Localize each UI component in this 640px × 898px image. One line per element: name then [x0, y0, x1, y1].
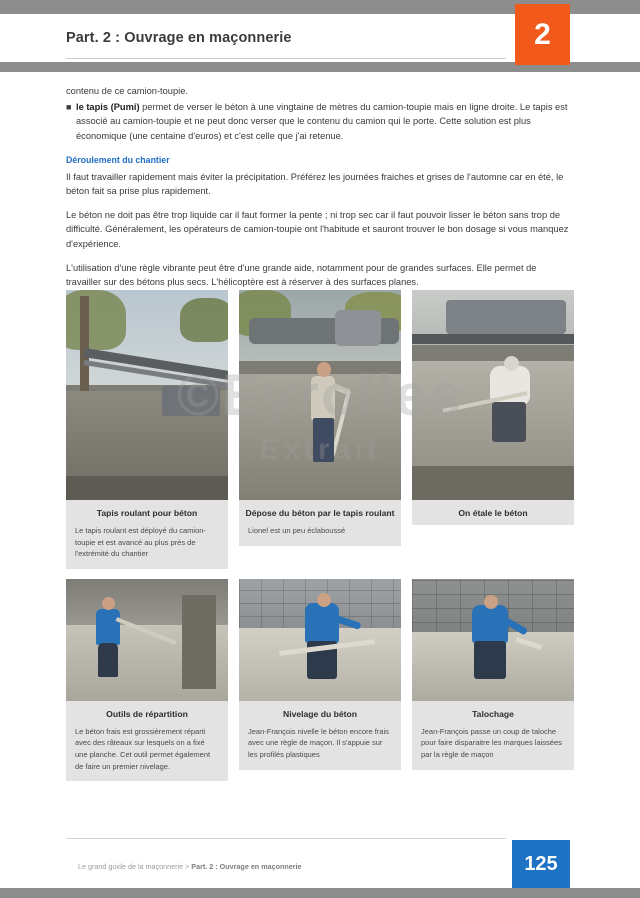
- photo-image-outils-repartition: [66, 579, 228, 701]
- footer-bottom-bar: [0, 888, 640, 898]
- intro-line: contenu de ce camion-toupie.: [66, 86, 188, 96]
- photo-image-depose-beton: [239, 290, 401, 500]
- photo-title-5: Nivelage du béton: [282, 708, 357, 719]
- photo-title-2: Dépose du béton par le tapis roulant: [245, 508, 395, 518]
- paragraph-1: Il faut travailler rapidement mais éviter la précipitation. Préférez les journées fraiches et grises de l'automne car en été, le béton fait sa prise plus rapidement.: [66, 171, 564, 197]
- photo-title-6: Talochage: [472, 708, 514, 719]
- bullet-rest: permet de verser le béton à une vingtaine de mètres du camion-toupie mais en ligne droite. Le tapis est associé au camion-toupie et ne peut donc verser que le contenu du camion qui le porte. Cette solution est plus économique (une centaine d'euros) et c'est celle que j'ai retenue.: [76, 102, 568, 141]
- bullet-marker-icon: ■: [66, 102, 72, 113]
- photo-title-1: Tapis roulant pour béton: [96, 508, 198, 518]
- photo-caption-2: Lionel est un peu éclaboussé: [248, 526, 346, 535]
- footer-breadcrumb: [78, 862, 302, 871]
- photo-image-etale-beton: [412, 290, 574, 500]
- breadcrumb-prefix: Le grand guide de la maçonnerie >: [78, 862, 192, 871]
- photo-card-nivelage-beton: [239, 579, 401, 770]
- page-header: [0, 0, 640, 70]
- photo-row-1: [66, 290, 574, 569]
- bullet-lead: le tapis (Pumi): [76, 102, 140, 113]
- photo-caption-5: Jean-François nivelle le béton encore frais avec une règle de maçon. Il s'appuie sur les profilés plastiques: [248, 726, 389, 759]
- photo-title-4: Outils de répartition: [106, 708, 188, 719]
- breadcrumb-current: Part. 2 : Ouvrage en maçonnerie: [191, 862, 302, 871]
- page-number-badge: 125: [512, 840, 570, 888]
- bullet-item-text: [76, 100, 574, 143]
- photo-card-outils-repartition: [66, 579, 228, 781]
- photo-card-etale-beton: [412, 290, 574, 525]
- photo-row-2: [66, 579, 574, 781]
- bullet-item-tapis: [66, 100, 574, 143]
- photo-caption-4: Le béton frais est grossièrement réparti avec des râteaux sur lesquels on a fixé une planche. Cet outil permet également de faire un premier nivelage.: [75, 726, 211, 771]
- photo-image-talochage: [412, 579, 574, 701]
- chapter-number-badge: 2: [515, 4, 570, 65]
- page-title: Part. 2 : Ouvrage en maçonnerie: [66, 30, 292, 46]
- article-text: [66, 84, 574, 299]
- paragraph-2: Le béton ne doit pas être trop liquide car il faut former la pente ; ni trop sec car il faut pouvoir lisser le béton sans trop de difficulté. Généralement, les opérateurs de camion-toupie ont l'habitude et sauront trouver le bon dosage si vous manquez d'expérience.: [66, 210, 569, 249]
- watermark-line-1: ©Eyrolles: [176, 363, 464, 428]
- footer-divider: [66, 838, 506, 839]
- header-divider: [66, 58, 506, 59]
- photo-image-nivelage-beton: [239, 579, 401, 701]
- watermark-line-2: Extrait: [259, 433, 381, 466]
- photo-caption-6: Jean-François passe un coup de taloche pour faire disparaitre les marques laissées par la règle de maçon: [421, 726, 562, 759]
- photo-card-depose-beton: [239, 290, 401, 546]
- photo-title-3: On étale le béton: [458, 508, 528, 518]
- paragraph-3: L'utilisation d'une règle vibrante peut être d'une grande aide, notamment pour de grandes surfaces. Elle permet de travailler sur des bétons plus secs. L'hélicoptère est à réserver à des surfaces planes.: [66, 262, 537, 288]
- photo-card-tapis-roulant: [66, 290, 228, 569]
- photo-image-tapis-roulant: [66, 290, 228, 500]
- photo-grid: [66, 290, 574, 791]
- photo-card-talochage: [412, 579, 574, 770]
- photo-caption-1: Le tapis roulant est déployé du camion-toupie et est avancé au plus près de l'extrémité du chantier: [75, 526, 206, 559]
- section-subheading: Déroulement du chantier: [66, 154, 170, 165]
